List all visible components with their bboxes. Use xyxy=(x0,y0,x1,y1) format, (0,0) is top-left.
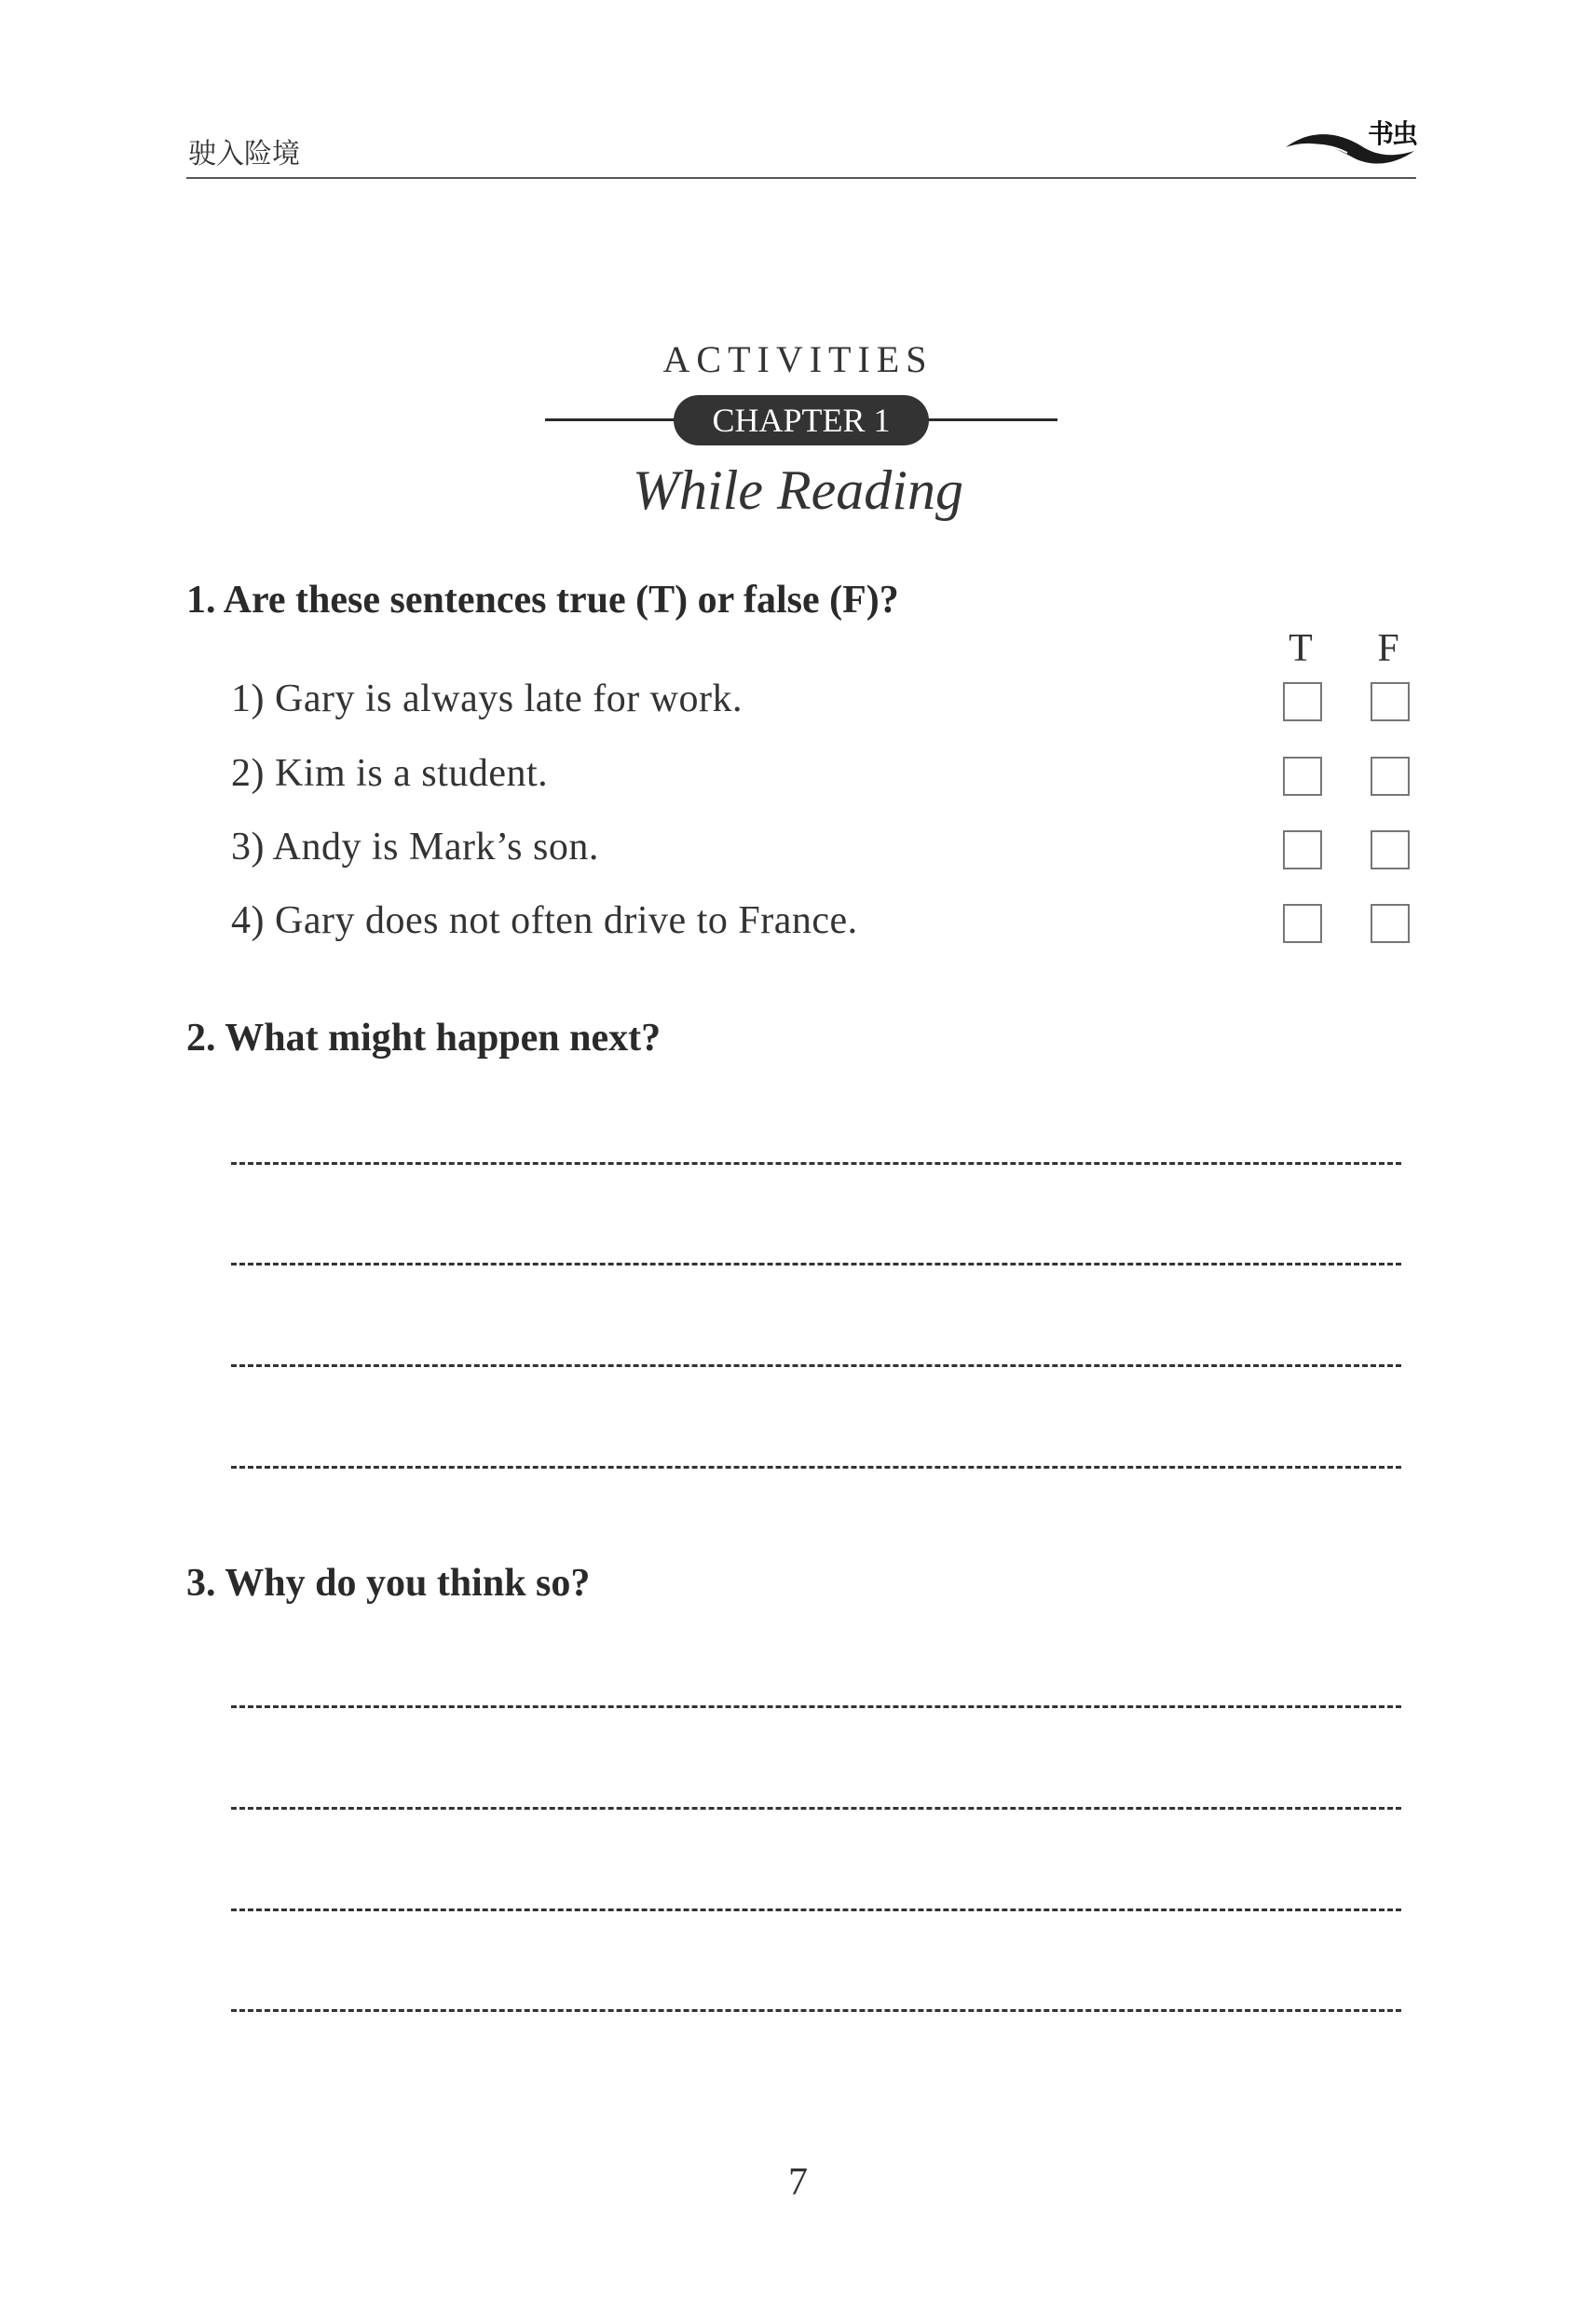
section-title: While Reading xyxy=(633,459,963,521)
question-3-prompt: 3. Why do you think so? xyxy=(186,1562,591,1605)
series-logo-text: 书虫 xyxy=(1367,118,1416,149)
true-checkbox[interactable] xyxy=(1283,830,1322,869)
answer-line[interactable] xyxy=(231,1705,1401,1708)
statement-text: 2) Kim is a student. xyxy=(231,752,549,795)
activities-label: ACTIVITIES xyxy=(662,338,934,380)
false-checkbox[interactable] xyxy=(1371,830,1410,869)
false-column-header: F xyxy=(1377,627,1399,670)
answer-line[interactable] xyxy=(231,1807,1401,1810)
chapter-badge: CHAPTER 1 xyxy=(674,395,929,445)
book-title: 驶入险境 xyxy=(188,138,300,171)
statement-text: 4) Gary does not often drive to France. xyxy=(231,899,858,942)
statement-row xyxy=(231,898,1424,954)
answer-line[interactable] xyxy=(231,1466,1401,1469)
statement-text: 3) Andy is Mark’s son. xyxy=(231,826,599,869)
answer-line[interactable] xyxy=(231,2009,1401,2012)
false-checkbox[interactable] xyxy=(1371,904,1410,943)
true-column-header: T xyxy=(1289,627,1313,670)
statement-row xyxy=(231,677,1424,732)
true-checkbox[interactable] xyxy=(1283,682,1322,721)
running-header xyxy=(186,118,1416,179)
false-checkbox[interactable] xyxy=(1371,682,1410,721)
question-1-prompt: 1. Are these sentences true (T) or false (F)? xyxy=(186,579,899,622)
true-checkbox[interactable] xyxy=(1283,904,1322,943)
series-logo xyxy=(1286,117,1416,175)
true-checkbox[interactable] xyxy=(1283,757,1322,796)
page-number: 7 xyxy=(788,2161,808,2204)
false-checkbox[interactable] xyxy=(1371,757,1410,796)
answer-line[interactable] xyxy=(231,1364,1401,1367)
answer-line[interactable] xyxy=(231,1162,1401,1165)
answer-line[interactable] xyxy=(231,1908,1401,1911)
answer-line[interactable] xyxy=(231,1263,1401,1265)
question-2-prompt: 2. What might happen next? xyxy=(186,1017,662,1060)
statement-text: 1) Gary is always late for work. xyxy=(231,677,743,720)
statement-row xyxy=(231,751,1424,807)
statement-row xyxy=(231,825,1424,881)
